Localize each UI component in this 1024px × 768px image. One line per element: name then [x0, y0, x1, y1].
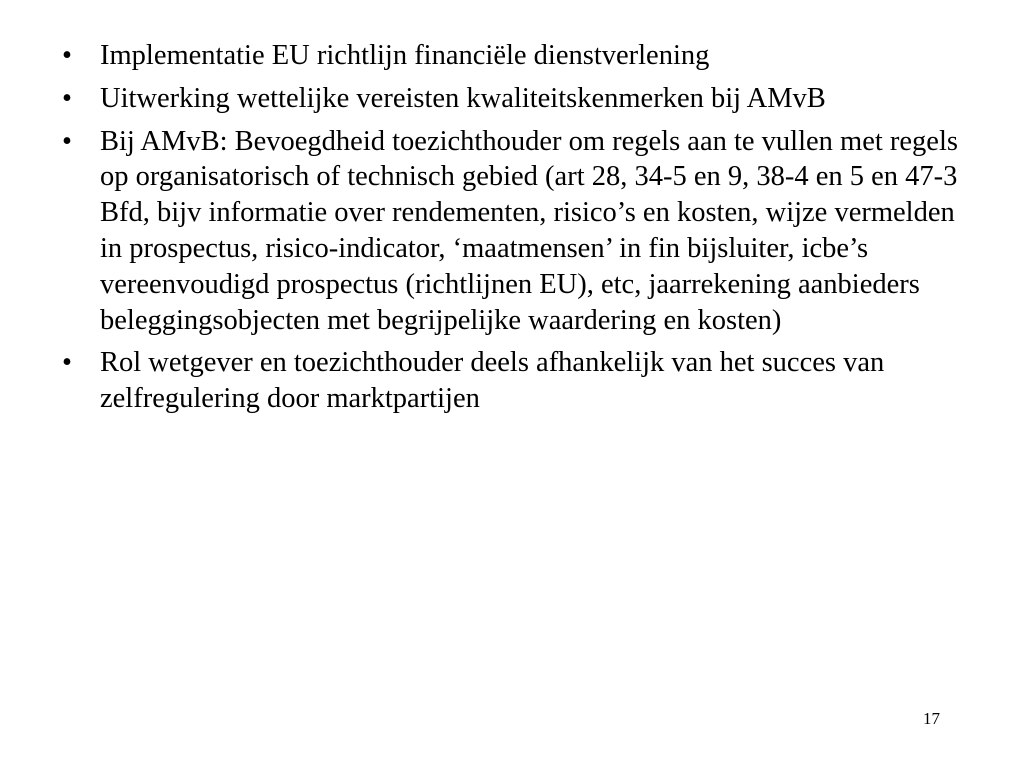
bullet-icon: • [62, 82, 72, 114]
bullet-item [62, 81, 962, 117]
bullet-icon: • [62, 347, 72, 379]
bullet-item [62, 345, 962, 417]
bullet-icon: • [62, 40, 72, 71]
bullet-item [62, 124, 962, 339]
bullet-list [62, 38, 962, 424]
bullet-text: Rol wetgever en toezichthouder deels afhankelijk van het succes van zelfregulering door marktpartijen [100, 347, 885, 415]
bullet-icon: • [62, 125, 72, 157]
page-number: 17 [923, 709, 940, 728]
bullet-item [62, 38, 962, 74]
bullet-text: Implementatie EU richtlijn financiële dienstverlening [100, 40, 710, 71]
bullet-text: Uitwerking wettelijke vereisten kwaliteitskenmerken bij AMvB [100, 82, 826, 114]
bullet-text: Bij AMvB: Bevoegdheid toezichthouder om regels aan te vullen met regels op organisatorisch of technisch gebied (art 28, 34-5 en 9, 38-4 en 5 en 47-3 Bfd, bijv informatie over rendementen, risico’s en kosten, wijze vermelden in prospectus, risico-indicator, ‘maatmensen’ in fin bijsluiter, icbe’s vereenvoudigd prospectus (richtlijnen EU), etc, jaarrekening aanbieders beleggingsobjecten met begrijpelijke waardering en kosten) [100, 125, 958, 336]
